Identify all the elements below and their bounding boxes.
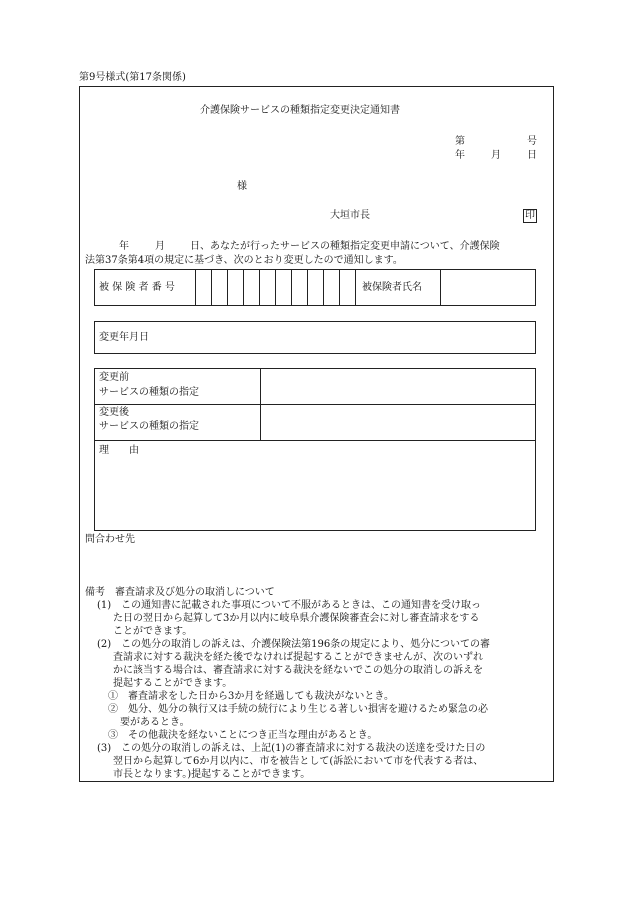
note-1-line: (1) この通知書に記載された事項について不服があるときは、この通知書を受け取っ bbox=[97, 600, 481, 611]
date-day: 日 bbox=[527, 150, 537, 161]
note-2-line: かに該当する場合は、審査請求に対する裁決を経ないでこの処分の取消しの訴えを bbox=[113, 665, 483, 676]
condition-2-line: 要があるとき。 bbox=[120, 717, 190, 728]
before-label-2: サービスの種類の指定 bbox=[99, 387, 199, 398]
date-month: 月 bbox=[491, 150, 501, 161]
reason-label: 理 由 bbox=[99, 445, 139, 456]
date-year: 年 bbox=[455, 150, 465, 161]
condition-2-line: ② 処分、処分の執行又は手続の続行により生じる著しい損害を避けるため緊急の必 bbox=[108, 704, 488, 715]
note-3-line: 翌日から起算して6か月以内に、市を被告として(訴訟において市を代表する者は、 bbox=[113, 756, 484, 767]
recipient-honorific: 様 bbox=[237, 181, 247, 192]
note-3-line: 市長となります。)提起することができます。 bbox=[113, 769, 311, 780]
digit-divider bbox=[195, 269, 196, 306]
digit-divider bbox=[339, 269, 340, 306]
digit-divider bbox=[355, 269, 356, 306]
row-divider bbox=[94, 440, 536, 441]
name-divider bbox=[440, 269, 441, 306]
intro-month: 月 bbox=[155, 241, 165, 252]
digit-divider bbox=[307, 269, 308, 306]
intro-text-line2: 法第37条第4項の規定に基づき、次のとおり変更したので通知します。 bbox=[85, 255, 403, 266]
intro-text-line1: 日、あなたが行ったサービスの種類指定変更申請について、介護保険 bbox=[190, 241, 500, 252]
issuer-name: 大垣市長 bbox=[330, 210, 370, 221]
note-2-line: 査請求に対する裁決を経た後でなければ提起することができませんが、次のいずれ bbox=[113, 652, 483, 663]
document-title: 介護保険サービスの種類指定変更決定通知書 bbox=[200, 105, 400, 116]
note-3-line: (3) この処分の取消しの訴えは、上記(1)の審査請求に対する裁決の送達を受けた日の bbox=[97, 743, 486, 754]
digit-divider bbox=[291, 269, 292, 306]
contact-label: 問合わせ先 bbox=[85, 534, 135, 545]
row-divider bbox=[94, 404, 536, 405]
form-number: 第9号様式(第17条関係) bbox=[79, 72, 186, 83]
digit-divider bbox=[211, 269, 212, 306]
change-date-row bbox=[94, 321, 536, 354]
condition-3: ③ その他裁決を経ないことにつき正当な理由があるとき。 bbox=[108, 730, 378, 741]
insured-number-label: 被 保 険 者 番 号 bbox=[99, 282, 175, 293]
doc-number-dai: 第 bbox=[455, 136, 465, 147]
digit-divider bbox=[227, 269, 228, 306]
doc-number-go: 号 bbox=[527, 136, 537, 147]
note-2-line: 提起することができます。 bbox=[113, 678, 233, 689]
intro-year: 年 bbox=[119, 241, 129, 252]
digit-divider bbox=[243, 269, 244, 306]
change-date-label: 変更年月日 bbox=[99, 332, 149, 343]
note-2-line: (2) この処分の取消しの訴えは、介護保険法第196条の規定により、処分についての審 bbox=[97, 639, 491, 650]
insured-name-label: 被保険者氏名 bbox=[362, 282, 422, 293]
after-label-2: サービスの種類の指定 bbox=[99, 421, 199, 432]
seal-mark: 印 bbox=[525, 210, 535, 221]
after-label-1: 変更後 bbox=[99, 407, 129, 418]
notes-heading: 備考 審査請求及び処分の取消しについて bbox=[85, 587, 275, 598]
note-1-line: た日の翌日から起算して3か月以内に岐阜県介護保険審査会に対し審査請求をする bbox=[113, 613, 480, 624]
digit-divider bbox=[259, 269, 260, 306]
before-label-1: 変更前 bbox=[99, 372, 129, 383]
digit-divider bbox=[275, 269, 276, 306]
digit-divider bbox=[323, 269, 324, 306]
note-1-line: ことができます。 bbox=[113, 626, 193, 637]
condition-1: ① 審査請求をした日から3か月を経過しても裁決がないとき。 bbox=[108, 691, 394, 702]
